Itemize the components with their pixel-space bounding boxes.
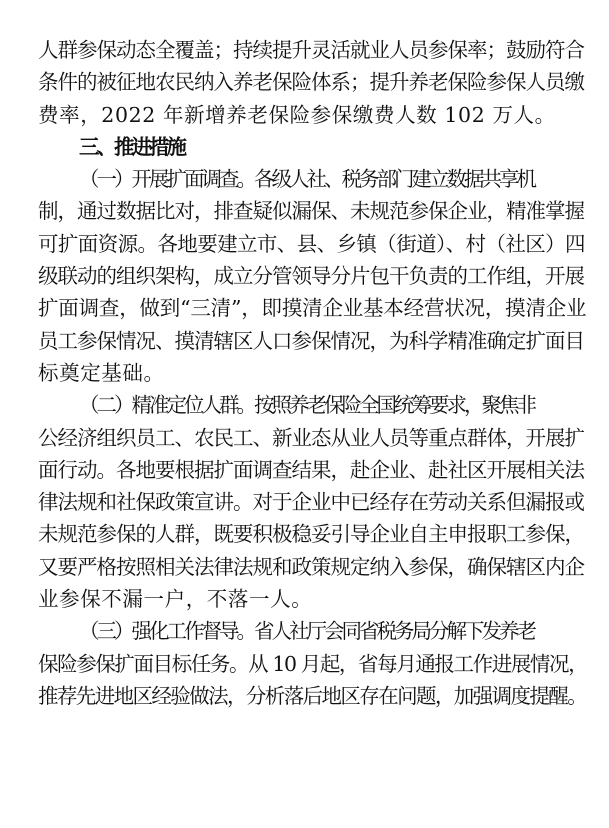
paragraph-line: 人群参保动态全覆盖；持续提升灵活就业人员参保率；鼓励符合 [38, 38, 584, 62]
paragraph-line: 推荐先进地区经验做法，分析落后地区存在问题，加强调度提醒。 [38, 683, 587, 708]
paragraph-line: 条件的被征地农民纳入养老保险体系；提升养老保险参保人员缴 [38, 70, 584, 95]
paragraph-line: （一）开展扩面调查。各级人社、税务部门建立数据共享机 [79, 167, 534, 192]
section-heading: 三、推进措施 [79, 134, 184, 159]
paragraph-line: 律法规和社保政策宣讲。对于企业中已经存在劳动关系但漏报或 [38, 490, 584, 515]
paragraph-line: 面行动。各地要根据扩面调查结果，赴企业、赴社区开展相关法 [38, 457, 584, 482]
paragraph-line: （三）强化工作督导。省人社厅会同省税务局分解下发养老 [79, 619, 534, 644]
paragraph-line: 扩面调查，做到“三清”，即摸清企业基本经营状况，摸清企业 [38, 296, 587, 321]
paragraph-line: 可扩面资源。各地要建立市、县、乡镇（街道）、村（社区）四 [38, 231, 585, 256]
paragraph-line: 员工参保情况、摸清辖区人口参保情况，为科学精准确定扩面目 [38, 328, 584, 353]
paragraph-line: 保险参保扩面目标任务。从 10 月起，省每月通报工作进展情况， [38, 651, 588, 676]
paragraph-line: 公经济组织员工、农民工、新业态从业人员等重点群体，开展扩 [38, 425, 584, 450]
document-body [38, 34, 588, 712]
paragraph-line: 制，通过数据比对，排查疑似漏保、未规范参保企业，精准掌握 [38, 199, 584, 224]
paragraph-line: 费率，2022 年新增养老保险参保缴费人数 102 万人。 [38, 102, 556, 127]
paragraph-line: 未规范参保的人群，既要积极稳妥引导企业自主申报职工参保， [38, 522, 584, 547]
paragraph-line: （二）精准定位人群。按照养老保险全国统筹要求，聚焦非 [79, 393, 534, 418]
paragraph-line: 业参保不漏一户，不落一人。 [38, 587, 313, 612]
paragraph-line: 标奠定基础。 [38, 360, 165, 385]
paragraph-line: 级联动的组织架构，成立分管领导分片包干负责的工作组，开展 [38, 264, 584, 289]
paragraph-line: 又要严格按照相关法律法规和政策规定纳入参保，确保辖区内企 [38, 554, 584, 579]
